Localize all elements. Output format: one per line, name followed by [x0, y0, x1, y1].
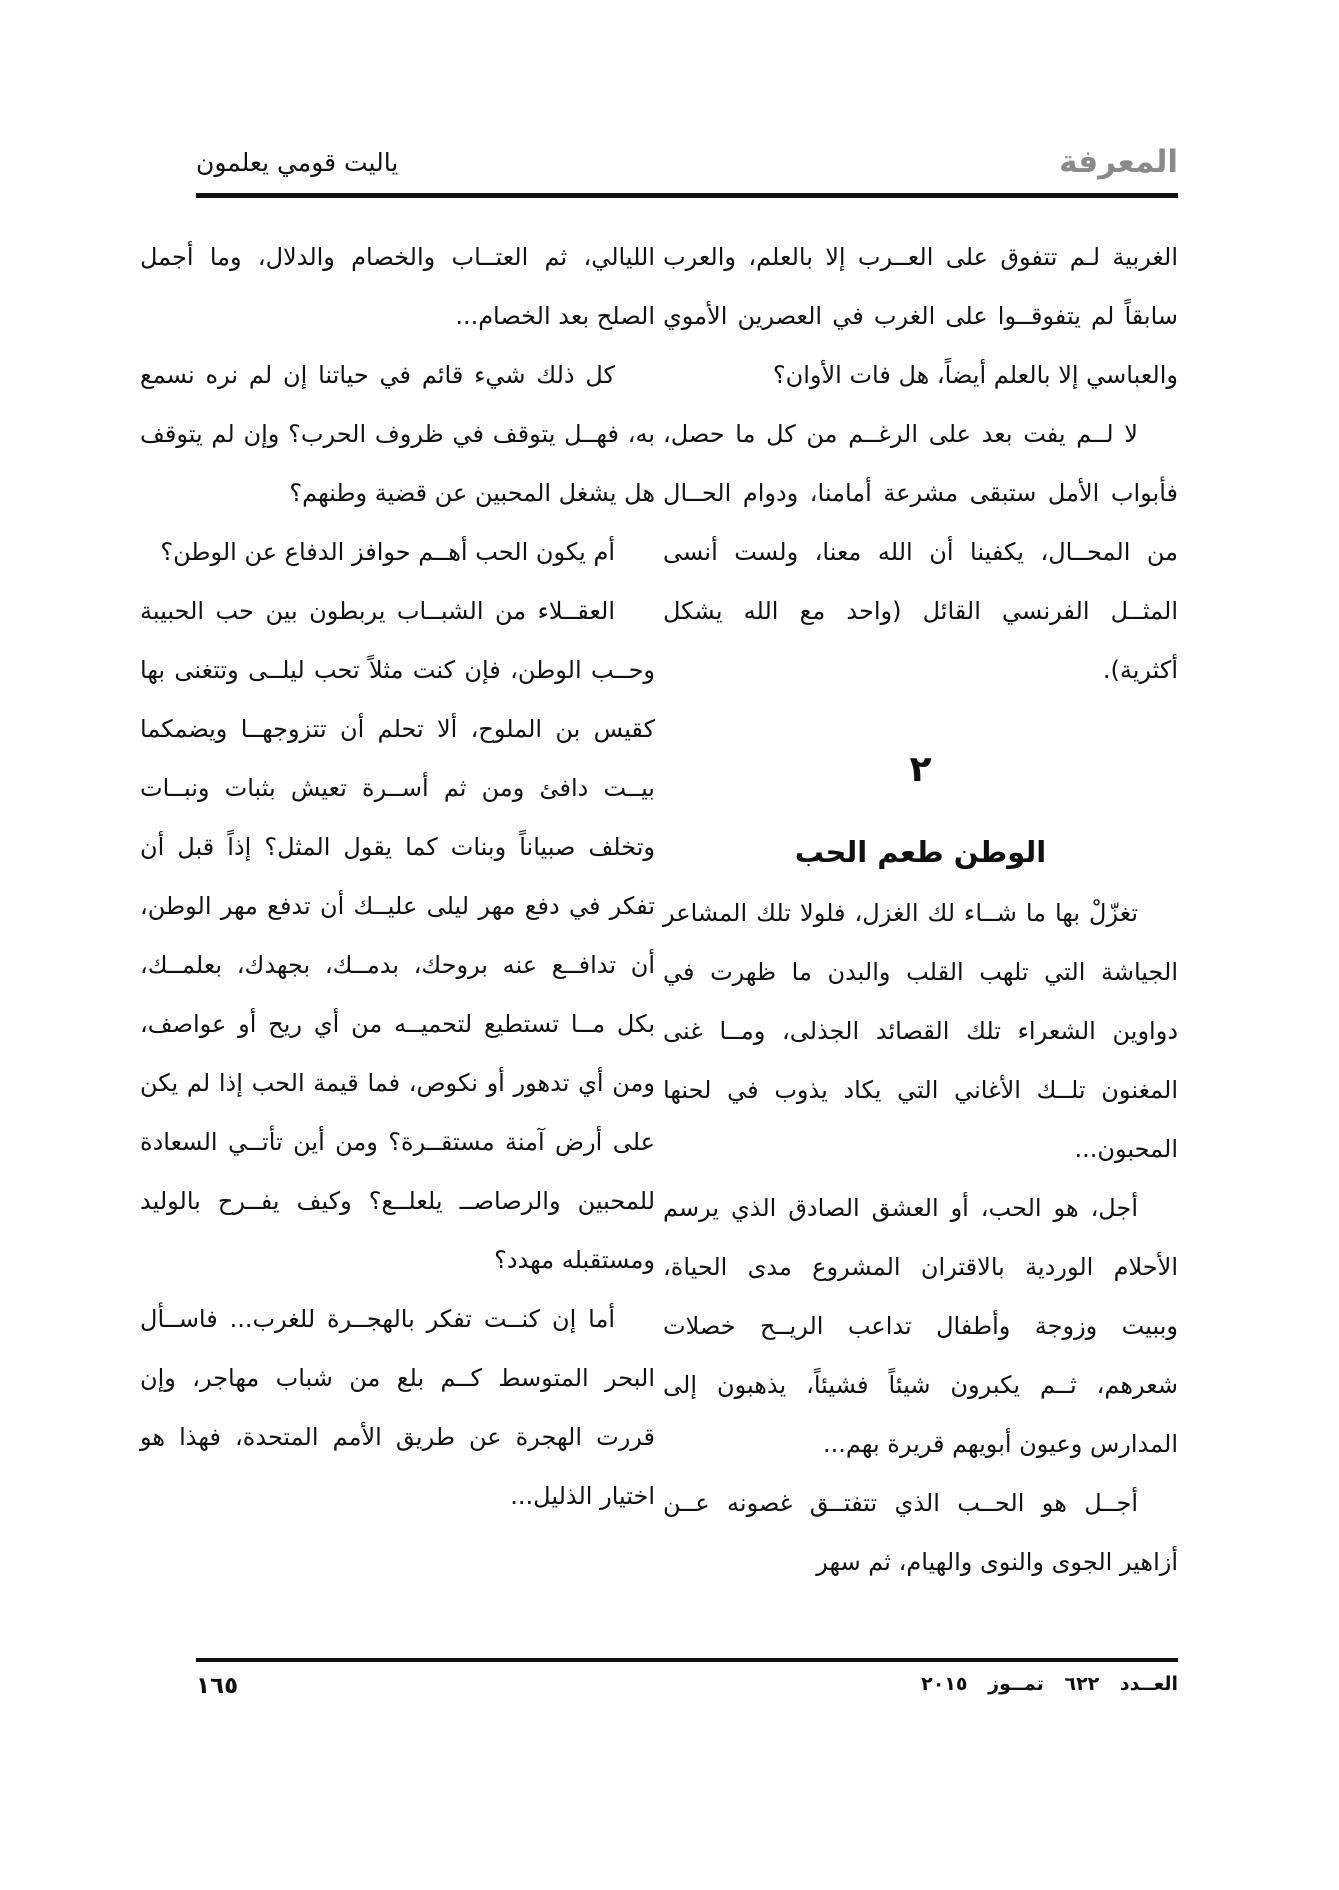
- paragraph: الغربية لـم تتفوق على العــرب إلا بالعلم، والعرب سابقاً لم يتفوقــوا على الغرب في العصرين الأموي والعباسي إلا بالعلم أيضاً، هل فات الأوان؟: [663, 243, 1178, 389]
- right-column: [663, 228, 1178, 1592]
- paragraph: أم يكون الحب أهــم حوافز الدفاع عن الوطن؟: [160, 538, 615, 566]
- paragraph: أجــل هو الحــب الذي تتفتــق غصونه عــن أزاهير الجوى والنوى والهيام، ثم سهر: [663, 1489, 1178, 1576]
- issue-year: ٢٠١٥: [921, 1673, 968, 1695]
- page-header: [196, 144, 1178, 194]
- section-number: ٢: [909, 749, 932, 790]
- footer-rule: [196, 1658, 1178, 1662]
- issue-label: العــدد: [1119, 1673, 1178, 1695]
- header-rule: [196, 193, 1178, 198]
- left-column: [140, 228, 655, 1526]
- paragraph: كل ذلك شيء قائم في حياتنا إن لم نره نسمع به، فهــل يتوقف في ظروف الحرب؟ وإن لم يتوقف هل يشغل المحبين عن قضية وطنهم؟: [140, 361, 655, 507]
- page-footer: [196, 1673, 1178, 1713]
- magazine-logo: المعرفة: [1059, 144, 1178, 180]
- paragraph: أجل، هو الحب، أو العشق الصادق الذي يرسم الأحلام الوردية بالاقتران المشروع مدى الحياة، وببيت وزوجة وأطفال تداعب الريــح خصلات شعرهم، ثــم يكبرون شيئاً فشيئاً، يذهبون إلى المدارس وعيون أبويهم قريرة بهم...: [663, 1194, 1178, 1458]
- page-number: ١٦٥: [196, 1673, 239, 1699]
- paragraph: تغزّلْ بها ما شــاء لك الغزل، فلولا تلك المشاعر الجياشة التي تلهب القلب والبدن ما ظهرت في دواوين الشعراء تلك القصائد الجذلى، ومــا غنى المغنون تلــك الأغاني التي يكاد يذوب في لحنها المحبون...: [663, 899, 1178, 1163]
- paragraph: أما إن كنــت تفكر بالهجــرة للغرب... فاســأل البحر المتوسط كــم بلع من شباب مهاجر، وإن قررت الهجرة عن طريق الأمم المتحدة، فهذا هو اختيار الذليل...: [140, 1305, 655, 1510]
- issue-month: تمــوز: [988, 1673, 1044, 1695]
- issue-info: [907, 1673, 1178, 1695]
- paragraph: لا لــم يفت بعد على الرغــم من كل ما حصل، فأبواب الأمل ستبقى مشرعة أمامنا، ودوام الحــال من المحــال، يكفينا أن الله معنا، ولست أنسى المثــل الفرنسي القائل (واحد مع الله يشكل أكثرية).: [663, 420, 1178, 684]
- paragraph: العقــلاء من الشبــاب يربطون بين حب الحبيبة وحــب الوطن، فإن كنت مثلاً تحب ليلــى وتتغنى بها كقيس بن الملوح، ألا تحلم أن تتزوجهــا ويضمكما بيــت دافئ ومن ثم أســرة تعيش بثبات ونبــات وتخلف صبياناً وبنات كما يقول المثل؟ إذاً قبل أن تفكر في دفع مهر ليلى عليــك أن تدفع مهر الوطن، أن تدافــع عنه بروحك، بدمــك، بجهدك، بعلمــك، بكل مــا تستطيع لتحميــه من أي ريح أو عواصف، ومن أي تدهور أو نكوص، فما قيمة الحب إذا لم يكن على أرض آمنة مستقــرة؟ ومن أين تأتــي السعادة للمحبين والرصاصــ يلعلــع؟ وكيف يفــرح بالوليد ومستقبله مهدد؟: [140, 597, 655, 1274]
- issue-number: ٦٢٢: [1064, 1673, 1100, 1695]
- running-title: ياليت قومي يعلمون: [196, 148, 399, 177]
- section-title: الوطن طعم الحب: [794, 835, 1047, 869]
- paragraph: الليالي، ثم العتــاب والخصام والدلال، وما أجمل الصلح بعد الخصام...: [140, 243, 655, 330]
